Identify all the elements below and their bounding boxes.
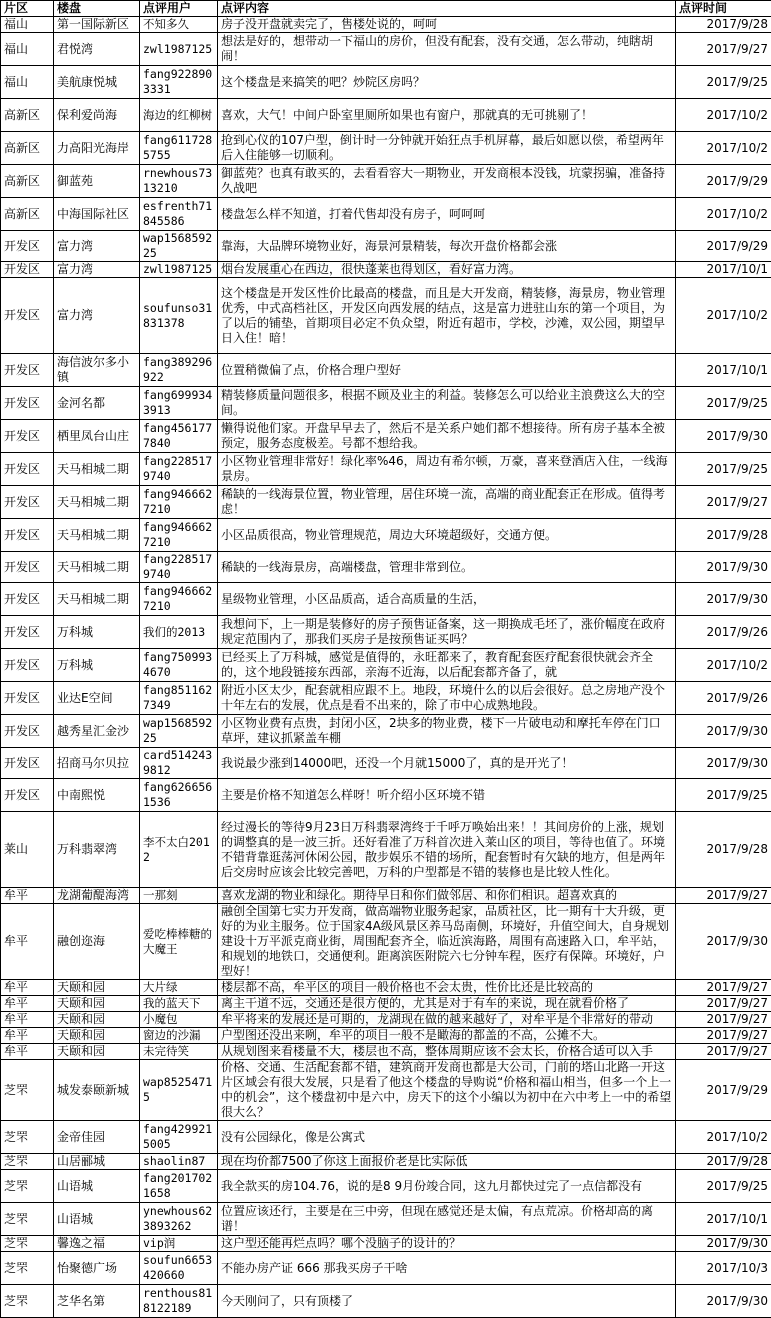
cell-area: 莱山 (1, 812, 54, 888)
cell-content: 已经买上了万科城，感觉是值得的，永旺都来了，教育配套医疗配套很快就会齐全的，这个地段链接东西部，亲海不近海，以后配套都齐备了，就 (218, 649, 676, 682)
cell-time: 2017/9/30 (676, 715, 771, 748)
cell-estate: 力高阳光海岸 (54, 132, 140, 165)
cell-area: 芝罘 (1, 1170, 54, 1203)
table-row (1, 1012, 771, 1028)
cell-estate: 保利爱尚海 (54, 99, 140, 132)
cell-user: wap156859225 (140, 715, 218, 748)
cell-content: 价格、交通、生活配套都不错，建筑商开发商也都是大公司，门前的塔山北路一开这片区域会有很大发展，只是看了他这个楼盘的导购说“价格和福山相当，但多一个上一中的机会”，这个楼盘初中是六中，房天下的这个小编以为初中在六中考上一中的希望很大么？ (218, 1060, 676, 1121)
cell-area: 牟平 (1, 980, 54, 996)
table-row (1, 1252, 771, 1285)
table-row (1, 552, 771, 583)
header-row (1, 1, 771, 17)
cell-user: fang8511627349 (140, 682, 218, 715)
table-row (1, 354, 771, 387)
cell-user: 李不太白2012 (140, 812, 218, 888)
table-row (1, 1285, 771, 1318)
table-row (1, 33, 771, 66)
cell-estate: 天马相城二期 (54, 583, 140, 616)
cell-time: 2017/9/25 (676, 387, 771, 420)
cell-area: 牟平 (1, 1012, 54, 1028)
cell-content: 从规划图来看楼量不大，楼层也不高，整体周期应该不会太长，价格合适可以入手 (218, 1044, 676, 1060)
cell-content: 稀缺的一线海景房，高端楼盘，管理非常到位。 (218, 552, 676, 583)
cell-content: 位置稍微偏了点，价格合理户型好 (218, 354, 676, 387)
cell-estate: 天颐和园 (54, 996, 140, 1012)
cell-content: 现在均价都7500了你这上面报价老是比实际低 (218, 1154, 676, 1170)
table-row (1, 1170, 771, 1203)
cell-user: fang2285179740 (140, 453, 218, 486)
cell-time: 2017/10/2 (676, 649, 771, 682)
cell-area: 芝罘 (1, 1154, 54, 1170)
cell-user: fang6117285755 (140, 132, 218, 165)
cell-estate: 栖里凤台山庄 (54, 420, 140, 453)
cell-area: 高新区 (1, 165, 54, 198)
cell-time: 2017/10/2 (676, 132, 771, 165)
cell-area: 高新区 (1, 132, 54, 165)
cell-content: 主要是价格不知道怎么样呀！听介绍小区环境不错 (218, 779, 676, 812)
cell-content: 稀缺的一线海景位置，物业管理，居住环境一流，高端的商业配套正在形成。值得考虑！ (218, 486, 676, 519)
cell-user: fang6266561536 (140, 779, 218, 812)
cell-content: 想法是好的，想带动一下福山的房价，但没有配套，没有交通，怎么带动，纯瞎胡闹！ (218, 33, 676, 66)
cell-user: shaolin87 (140, 1154, 218, 1170)
cell-time: 2017/9/28 (676, 17, 771, 33)
cell-content: 御蓝苑？也真有敢买的，去看看容大一期物业，开发商根本没钱，坑蒙拐骗，准备持久战吧 (218, 165, 676, 198)
cell-content: 楼层都不高，牟平区的项目一般价格也不会太贵，性价比还是比较高的 (218, 980, 676, 996)
cell-content: 不能办房产证 666 那我买房子干啥 (218, 1252, 676, 1285)
cell-estate: 业达E空间 (54, 682, 140, 715)
cell-area: 开发区 (1, 649, 54, 682)
cell-content: 楼盘怎么样不知道，打着代售却没有房子，呵呵呵 (218, 198, 676, 231)
table-row (1, 1154, 771, 1170)
cell-estate: 芝华名第 (54, 1285, 140, 1318)
cell-content: 离主干道不远，交通还是很方便的，尤其是对于有车的来说，现在就看价格了 (218, 996, 676, 1012)
header-content: 点评内容 (218, 1, 676, 17)
cell-time: 2017/9/26 (676, 616, 771, 649)
cell-estate: 天颐和园 (54, 980, 140, 996)
cell-area: 开发区 (1, 748, 54, 779)
table-row (1, 1121, 771, 1154)
cell-area: 开发区 (1, 387, 54, 420)
cell-content: 融创全国第七实力开发商，做高端物业服务起家，品质社区，比一期有十大升级，更好的为业主服务。位于国家4A级风景区养马岛南侧，环境好，升值空间大，自身规划建设十万平派克商业街，周围配套齐全，临近滨海路，周围有高速路入口，牟平站，和规划的地铁口，交通便利。距离滨医附院六七分钟车程，医疗有保障。环境好，户型好！ (218, 904, 676, 980)
cell-time: 2017/9/30 (676, 420, 771, 453)
table-row (1, 519, 771, 552)
cell-user: 窗边的沙漏 (140, 1028, 218, 1044)
cell-time: 2017/9/25 (676, 779, 771, 812)
cell-estate: 天颐和园 (54, 1044, 140, 1060)
cell-estate: 龙湖葡醍海湾 (54, 888, 140, 904)
cell-estate: 天颐和园 (54, 1028, 140, 1044)
table-row (1, 779, 771, 812)
cell-area: 芝罘 (1, 1285, 54, 1318)
table-row (1, 904, 771, 980)
cell-area: 开发区 (1, 583, 54, 616)
cell-time: 2017/10/2 (676, 278, 771, 354)
cell-time: 2017/10/1 (676, 262, 771, 278)
cell-user: fang4561777840 (140, 420, 218, 453)
cell-time: 2017/10/2 (676, 1121, 771, 1154)
cell-user: esfrenth71845586 (140, 198, 218, 231)
cell-estate: 富力湾 (54, 231, 140, 262)
cell-area: 芝罘 (1, 1060, 54, 1121)
cell-area: 芝罘 (1, 1236, 54, 1252)
cell-user: 未完待笑 (140, 1044, 218, 1060)
cell-time: 2017/9/28 (676, 1154, 771, 1170)
cell-estate: 中南熙悦 (54, 779, 140, 812)
cell-user: fang2285179740 (140, 552, 218, 583)
cell-time: 2017/9/27 (676, 1012, 771, 1028)
cell-area: 开发区 (1, 486, 54, 519)
cell-area: 芝罘 (1, 1121, 54, 1154)
cell-content: 经过漫长的等待9月23日万科翡翠湾终于千呼万唤始出来！！其间房价的上涨，规划的调整真的是一波三折。还好看准了万科首次进入莱山区的项目，等待也值了。环境不错背靠逛荡河休闲公园，散步娱乐不错的场所，配套暂时有欠缺的地方，但是两年后交房时应该会比较完善吧，万科的户型都是不错的装修也是比较人性化。 (218, 812, 676, 888)
cell-user: soufunso31831378 (140, 278, 218, 354)
cell-estate: 万科翡翠湾 (54, 812, 140, 888)
table-row (1, 1236, 771, 1252)
cell-area: 高新区 (1, 99, 54, 132)
cell-content: 牟平将来的发展还是可期的，龙湖现在做的越来越好了，对牟平是个非常好的带动 (218, 1012, 676, 1028)
table-row (1, 682, 771, 715)
cell-area: 福山 (1, 66, 54, 99)
cell-time: 2017/9/30 (676, 904, 771, 980)
cell-time: 2017/9/25 (676, 453, 771, 486)
cell-area: 开发区 (1, 616, 54, 649)
cell-content: 户型图还没出来咧，牟平的项目一般不是瞰海的都盖的不高，公摊不大。 (218, 1028, 676, 1044)
cell-time: 2017/9/30 (676, 552, 771, 583)
cell-area: 开发区 (1, 519, 54, 552)
cell-user: 不知多久 (140, 17, 218, 33)
cell-user: 小魔包 (140, 1012, 218, 1028)
cell-content: 附近小区太少，配套就相应跟不上。地段，环境什么的以后会很好。总之房地产没个十年左右的发展，优点是看不出来的，除了市中心成熟地段。 (218, 682, 676, 715)
cell-time: 2017/9/29 (676, 1060, 771, 1121)
cell-estate: 御蓝苑 (54, 165, 140, 198)
cell-content: 喜欢，大气！中间户卧室里厕所如果也有窗户，那就真的无可挑剔了！ (218, 99, 676, 132)
cell-estate: 金河名都 (54, 387, 140, 420)
cell-user: wap156859225 (140, 231, 218, 262)
cell-time: 2017/10/1 (676, 354, 771, 387)
cell-estate: 馨逸之福 (54, 1236, 140, 1252)
table-row (1, 165, 771, 198)
cell-content: 我想问下，上一期是装修好的房子预售证备案，这一期换成毛坯了，涨价幅度在政府规定范围内了，那我们买房子是按预售证买吗？ (218, 616, 676, 649)
header-area: 片区 (1, 1, 54, 17)
cell-area: 开发区 (1, 278, 54, 354)
cell-area: 开发区 (1, 453, 54, 486)
cell-time: 2017/9/28 (676, 812, 771, 888)
cell-estate: 万科城 (54, 616, 140, 649)
cell-time: 2017/9/27 (676, 980, 771, 996)
cell-user: wap85254715 (140, 1060, 218, 1121)
cell-content: 我说最少涨到14000吧，还没一个月就15000了，真的是开光了！ (218, 748, 676, 779)
cell-content: 小区物业费有点贵，封闭小区，2块多的物业费，楼下一片破电动和摩托车停在门口草坪，建议抓紧盖车棚 (218, 715, 676, 748)
cell-user: 我们的2013 (140, 616, 218, 649)
cell-content: 精装修质量问题很多，根据不顾及业主的利益。装修怎么可以给业主浪费这么大的空间。 (218, 387, 676, 420)
table-row (1, 649, 771, 682)
cell-user: rnewhous7313210 (140, 165, 218, 198)
cell-estate: 天颐和园 (54, 1012, 140, 1028)
table-row (1, 888, 771, 904)
cell-estate: 天马相城二期 (54, 552, 140, 583)
cell-time: 2017/9/25 (676, 66, 771, 99)
table-row (1, 1028, 771, 1044)
table-row (1, 420, 771, 453)
table-row (1, 583, 771, 616)
cell-user: fang9466627210 (140, 486, 218, 519)
cell-estate: 天马相城二期 (54, 453, 140, 486)
cell-area: 高新区 (1, 198, 54, 231)
cell-area: 牟平 (1, 1028, 54, 1044)
cell-user: vip润 (140, 1236, 218, 1252)
cell-time: 2017/9/27 (676, 486, 771, 519)
cell-user: soufun6653420660 (140, 1252, 218, 1285)
table-row (1, 198, 771, 231)
cell-user: 一那刻 (140, 888, 218, 904)
cell-time: 2017/10/3 (676, 1252, 771, 1285)
cell-time: 2017/10/2 (676, 198, 771, 231)
table-row (1, 486, 771, 519)
cell-estate: 城发泰颐新城 (54, 1060, 140, 1121)
cell-time: 2017/10/2 (676, 99, 771, 132)
cell-time: 2017/9/30 (676, 1236, 771, 1252)
table-row (1, 453, 771, 486)
cell-estate: 山语城 (54, 1203, 140, 1236)
cell-time: 2017/9/26 (676, 682, 771, 715)
cell-user: 海边的红柳树 (140, 99, 218, 132)
cell-time: 2017/9/30 (676, 748, 771, 779)
cell-user: 我的蓝天下 (140, 996, 218, 1012)
cell-estate: 山语城 (54, 1170, 140, 1203)
table-row (1, 1044, 771, 1060)
cell-estate: 越秀星汇金沙 (54, 715, 140, 748)
cell-area: 牟平 (1, 904, 54, 980)
cell-time: 2017/9/30 (676, 1285, 771, 1318)
cell-user: fang9466627210 (140, 519, 218, 552)
cell-content: 靠海，大品牌环境物业好，海景河景精装，每次开盘价格都会涨 (218, 231, 676, 262)
cell-estate: 招商马尔贝拉 (54, 748, 140, 779)
cell-user: zwl1987125 (140, 33, 218, 66)
cell-user: fang9466627210 (140, 583, 218, 616)
cell-time: 2017/9/27 (676, 996, 771, 1012)
cell-time: 2017/9/27 (676, 1044, 771, 1060)
table-row (1, 748, 771, 779)
cell-estate: 怡聚德广场 (54, 1252, 140, 1285)
cell-user: fang4299215005 (140, 1121, 218, 1154)
cell-user: fang7509934670 (140, 649, 218, 682)
cell-user: fang6999343913 (140, 387, 218, 420)
cell-user: fang9228903331 (140, 66, 218, 99)
cell-estate: 富力湾 (54, 278, 140, 354)
cell-estate: 山居郦城 (54, 1154, 140, 1170)
table-row (1, 99, 771, 132)
cell-area: 开发区 (1, 682, 54, 715)
cell-area: 牟平 (1, 888, 54, 904)
cell-area: 牟平 (1, 1044, 54, 1060)
cell-estate: 金帝佳园 (54, 1121, 140, 1154)
header-time: 点评时间 (676, 1, 771, 17)
cell-estate: 第一国际新区 (54, 17, 140, 33)
cell-area: 开发区 (1, 262, 54, 278)
table-row (1, 1203, 771, 1236)
header-estate: 楼盘 (54, 1, 140, 17)
table-row (1, 278, 771, 354)
cell-area: 芝罘 (1, 1252, 54, 1285)
cell-time: 2017/9/30 (676, 583, 771, 616)
cell-area: 开发区 (1, 420, 54, 453)
table-row (1, 66, 771, 99)
cell-estate: 天马相城二期 (54, 519, 140, 552)
cell-estate: 美航康悦城 (54, 66, 140, 99)
table-row (1, 812, 771, 888)
cell-content: 今天刚问了，只有顶楼了 (218, 1285, 676, 1318)
cell-content: 懒得说他们家。开盘早早去了，然后不是关系户她们都不想接待。所有房子基本全被预定，服务态度极差。号都不想给我。 (218, 420, 676, 453)
cell-area: 福山 (1, 17, 54, 33)
cell-content: 位置应该还行，主要是在三中旁，但现在感觉还是太偏，有点荒凉。价格却高的离谱！ (218, 1203, 676, 1236)
cell-user: 大片绿 (140, 980, 218, 996)
cell-content: 没有公园绿化，像是公寓式 (218, 1121, 676, 1154)
cell-area: 开发区 (1, 715, 54, 748)
cell-estate: 富力湾 (54, 262, 140, 278)
table-row (1, 980, 771, 996)
cell-estate: 融创迩海 (54, 904, 140, 980)
table-row (1, 262, 771, 278)
cell-area: 牟平 (1, 996, 54, 1012)
cell-area: 开发区 (1, 779, 54, 812)
table-row (1, 17, 771, 33)
table-row (1, 715, 771, 748)
cell-content: 这个楼盘是开发区性价比最高的楼盘，而且是大开发商，精装修，海景房，物业管理优秀，中式高档社区，开发区向西发展的结点，这是富力进驻山东的第一个项目，为了以后的铺垫，首期项目必定不负众望，附近有超市，学校，沙滩，双公园，期望早日入住！暗！ (218, 278, 676, 354)
cell-content: 小区品质很高，物业管理规范，周边大环境超级好，交通方便。 (218, 519, 676, 552)
cell-content: 烟台发展重心在西边，很快蓬莱也得划区，看好富力湾。 (218, 262, 676, 278)
cell-content: 房子没开盘就卖完了，售楼处说的，呵呵 (218, 17, 676, 33)
cell-area: 开发区 (1, 552, 54, 583)
cell-content: 喜欢龙湖的物业和绿化。期待早日和你们做邻居、和你们相识。超喜欢真的 (218, 888, 676, 904)
table-row (1, 387, 771, 420)
cell-content: 星级物业管理，小区品质高，适合高质量的生活， (218, 583, 676, 616)
cell-estate: 中海国际社区 (54, 198, 140, 231)
cell-user: ynewhous623893262 (140, 1203, 218, 1236)
cell-area: 开发区 (1, 231, 54, 262)
cell-user: card5142439812 (140, 748, 218, 779)
cell-estate: 万科城 (54, 649, 140, 682)
cell-user: renthous818122189 (140, 1285, 218, 1318)
cell-area: 福山 (1, 33, 54, 66)
cell-time: 2017/9/29 (676, 165, 771, 198)
cell-time: 2017/9/27 (676, 888, 771, 904)
table-row (1, 996, 771, 1012)
cell-estate: 海信波尔多小镇 (54, 354, 140, 387)
cell-user: 爱吃棒棒糖的大魔王 (140, 904, 218, 980)
cell-time: 2017/9/27 (676, 33, 771, 66)
cell-time: 2017/9/27 (676, 1028, 771, 1044)
table-row (1, 231, 771, 262)
cell-content: 我全款买的房104.76，说的是8 9月份竣合同，这九月都快过完了一点信都没有 (218, 1170, 676, 1203)
table-row (1, 1060, 771, 1121)
table-row (1, 132, 771, 165)
cell-user: zwl1987125 (140, 262, 218, 278)
cell-time: 2017/9/28 (676, 519, 771, 552)
cell-area: 芝罘 (1, 1203, 54, 1236)
cell-content: 抢到心仪的107户型，倒计时一分钟就开始狂点手机屏幕，最后如愿以偿，希望两年后入住能够一切顺利。 (218, 132, 676, 165)
cell-time: 2017/10/1 (676, 1203, 771, 1236)
cell-estate: 天马相城二期 (54, 486, 140, 519)
cell-estate: 君悦湾 (54, 33, 140, 66)
cell-user: fang389296922 (140, 354, 218, 387)
cell-area: 开发区 (1, 354, 54, 387)
cell-content: 这个楼盘是来搞笑的吧？炒院区房吗？ (218, 66, 676, 99)
header-user: 点评用户 (140, 1, 218, 17)
table-row (1, 616, 771, 649)
cell-time: 2017/9/25 (676, 1170, 771, 1203)
cell-content: 这户型还能再烂点吗？哪个没脑子的设计的？ (218, 1236, 676, 1252)
cell-user: fang2017021658 (140, 1170, 218, 1203)
cell-content: 小区物业管理非常好！绿化率%46，周边有希尔顿，万豪，喜来登酒店入住，一线海景房。 (218, 453, 676, 486)
cell-time: 2017/9/29 (676, 231, 771, 262)
